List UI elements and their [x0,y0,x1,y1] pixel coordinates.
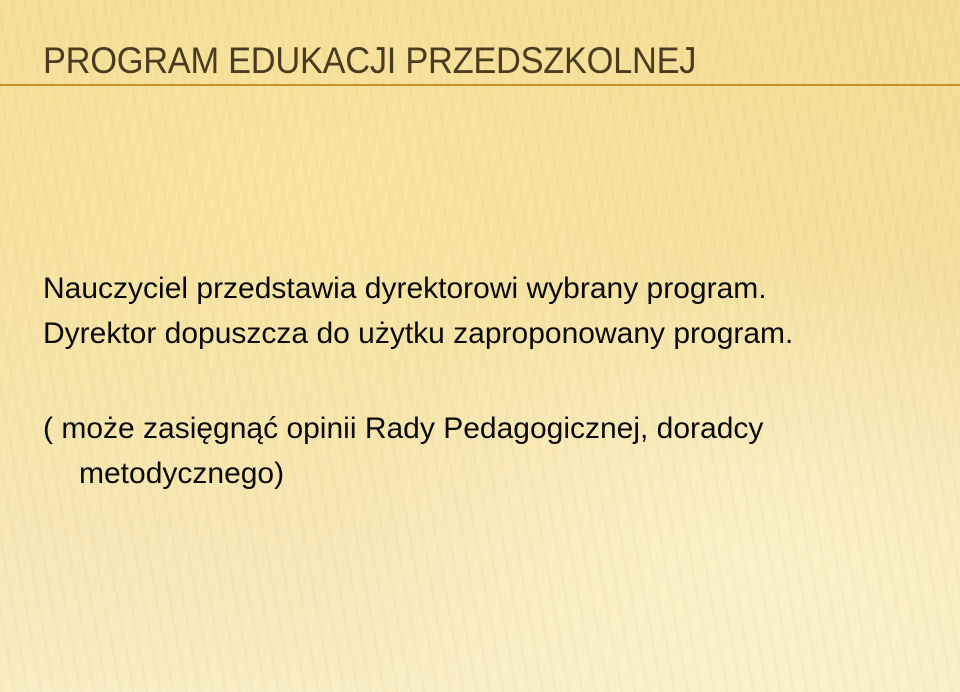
title-divider [0,84,960,86]
paragraph-director-approves: Dyrektor dopuszcza do użytku zaproponowany program. [43,317,794,350]
paragraph-consultation-note: ( może zasięgnąć opinii Rady Pedagogicznej, doradcy metodycznego) [43,412,764,490]
title-bar [0,0,960,100]
paragraph-teacher-presents: Nauczyciel przedstawia dyrektorowi wybrany program. [43,272,767,305]
slide-title: PROGRAM EDUKACJI PRZEDSZKOLNEJ [43,40,697,81]
slide-content [43,266,923,496]
